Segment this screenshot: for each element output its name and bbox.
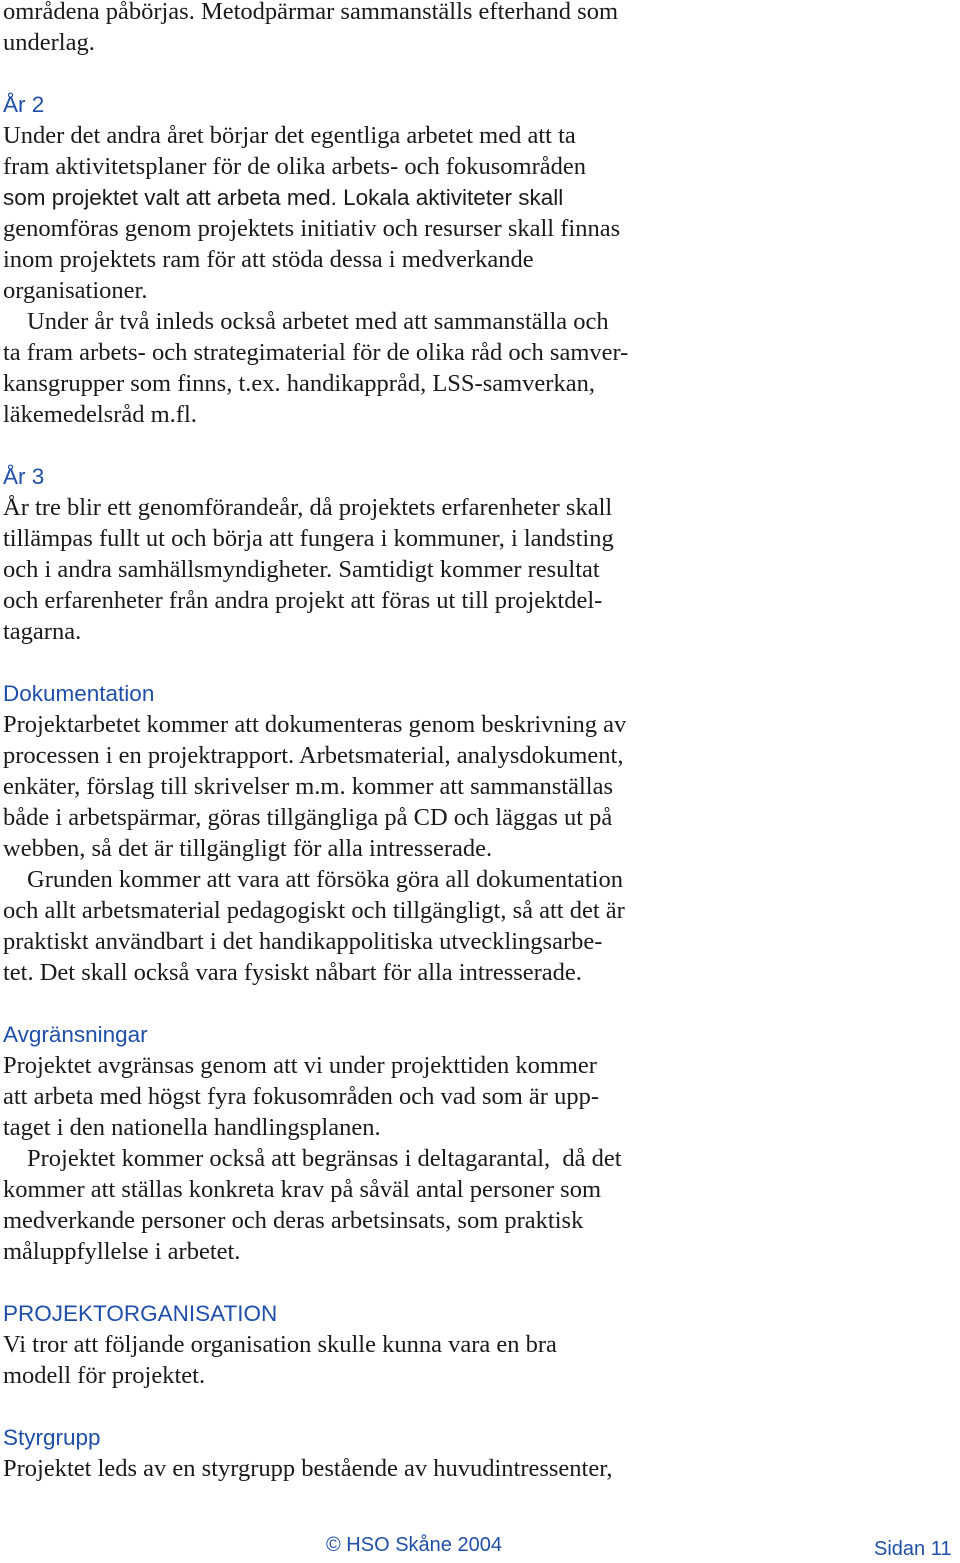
year2-line-8: ta fram arbets- och strategimaterial för de olika råd och samver- xyxy=(3,339,629,366)
projektorganisation-line-1: Vi tror att följande organisation skulle kunna vara en bra xyxy=(3,1331,557,1358)
dokumentation-line-3: enkäter, förslag till skrivelser m.m. kommer att sammanställas xyxy=(3,773,613,800)
year2-line-6: organisationer. xyxy=(3,277,148,304)
year2-line-3: som projektet valt att arbeta med. Lokala aktiviteter skall xyxy=(3,185,564,210)
dokumentation-line-7: och allt arbetsmaterial pedagogiskt och tillgängligt, så att det är xyxy=(3,897,625,924)
year2-line-5: inom projektets ram för att stöda dessa i medverkande xyxy=(3,246,534,273)
heading-year-2: År 2 xyxy=(3,92,45,117)
year3-line-4: och erfarenheter från andra projekt att föras ut till projektdel- xyxy=(3,587,603,614)
dokumentation-line-5: webben, så det är tillgängligt för alla intresserade. xyxy=(3,835,493,862)
avgransningar-line-6: medverkande personer och deras arbetsinsats, som praktisk xyxy=(3,1207,584,1234)
heading-dokumentation: Dokumentation xyxy=(3,681,155,706)
footer-page-number: Sidan 11 xyxy=(874,1538,952,1560)
avgransningar-line-4: Projektet kommer också att begränsas i deltagarantal, då det xyxy=(27,1145,622,1172)
year2-line-10: läkemedelsråd m.fl. xyxy=(3,401,197,428)
avgransningar-line-3: taget i den nationella handlingsplanen. xyxy=(3,1114,381,1141)
dokumentation-line-8: praktiskt användbart i det handikappolitiska utvecklingsarbe- xyxy=(3,928,603,955)
dokumentation-line-4: både i arbetspärmar, göras tillgängliga på CD och läggas ut på xyxy=(3,804,613,831)
avgransningar-line-5: kommer att ställas konkreta krav på såväl antal personer som xyxy=(3,1176,602,1203)
heading-projektorganisation: PROJEKTORGANISATION xyxy=(3,1301,278,1326)
dokumentation-line-1: Projektarbetet kommer att dokumenteras genom beskrivning av xyxy=(3,711,627,738)
year2-line-9: kansgrupper som finns, t.ex. handikappråd, LSS-samverkan, xyxy=(3,370,595,397)
year2-line-7: Under år två inleds också arbetet med att sammanställa och xyxy=(27,308,609,335)
dokumentation-line-2: processen i en projektrapport. Arbetsmaterial, analysdokument, xyxy=(3,742,624,769)
dokumentation-line-6: Grunden kommer att vara att försöka göra all dokumentation xyxy=(27,866,623,893)
year3-line-2: tillämpas fullt ut och börja att fungera i kommuner, i landsting xyxy=(3,525,614,552)
footer-copyright: © HSO Skåne 2004 xyxy=(326,1534,502,1556)
heading-year-3: År 3 xyxy=(3,464,45,489)
avgransningar-line-2: att arbeta med högst fyra fokusområden och vad som är upp- xyxy=(3,1083,599,1110)
heading-avgransningar: Avgränsningar xyxy=(3,1022,148,1047)
projektorganisation-line-2: modell för projektet. xyxy=(3,1362,206,1389)
avgransningar-line-7: måluppfyllelse i arbetet. xyxy=(3,1238,241,1265)
styrgrupp-line-1: Projektet leds av en styrgrupp bestående av huvudintressenter, xyxy=(3,1455,613,1482)
year2-line-2: fram aktivitetsplaner för de olika arbets- och fokusområden xyxy=(3,153,587,180)
year3-line-3: och i andra samhällsmyndigheter. Samtidigt kommer resultat xyxy=(3,556,600,583)
heading-styrgrupp: Styrgrupp xyxy=(3,1425,101,1450)
dokumentation-line-9: tet. Det skall också vara fysiskt nåbart för alla intresserade. xyxy=(3,959,582,986)
year2-line-4: genomföras genom projektets initiativ och resurser skall finnas xyxy=(3,215,621,242)
avgransningar-line-1: Projektet avgränsas genom att vi under projekttiden kommer xyxy=(3,1052,597,1079)
intro-line-1: områdena påbörjas. Metodpärmar sammanställs efterhand som xyxy=(3,0,619,25)
intro-line-2: underlag. xyxy=(3,29,95,56)
year2-line-1: Under det andra året börjar det egentliga arbetet med att ta xyxy=(3,122,576,149)
year3-line-5: tagarna. xyxy=(3,618,82,645)
year3-line-1: År tre blir ett genomförandeår, då projektets erfarenheter skall xyxy=(3,494,613,521)
